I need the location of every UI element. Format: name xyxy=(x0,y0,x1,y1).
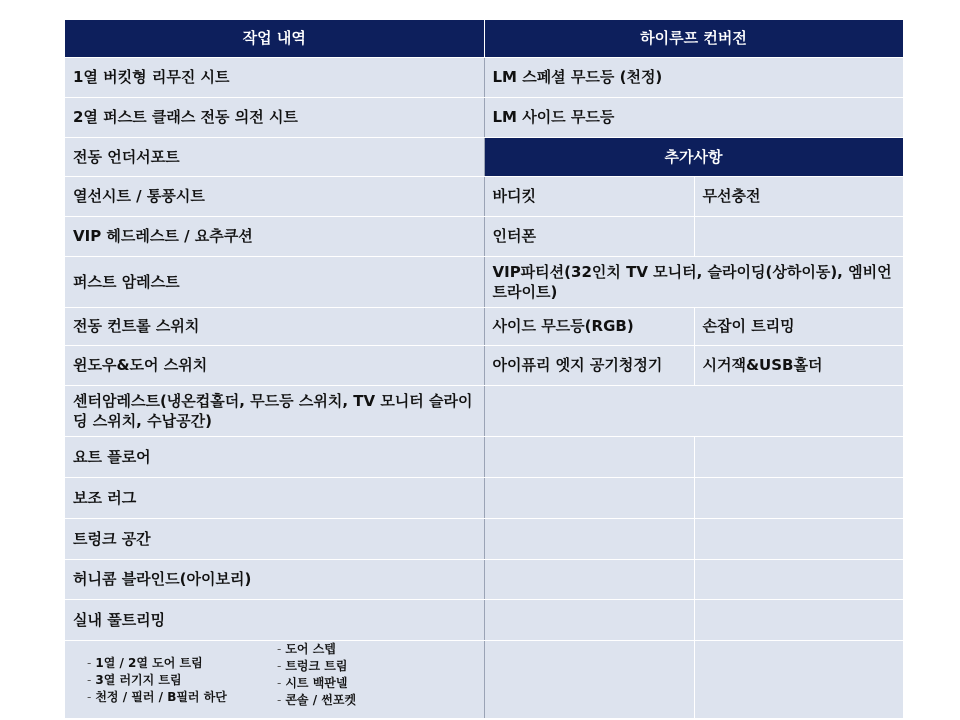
work-item: 요트 플로어 xyxy=(65,436,484,477)
empty-cell xyxy=(694,559,903,599)
empty-cell xyxy=(694,518,903,559)
trim-item: - 시트 백판넬 xyxy=(277,675,348,690)
work-item: VIP 헤드레스트 / 요추쿠션 xyxy=(65,216,484,256)
extra-item: 사이드 무드등(RGB) xyxy=(484,307,694,345)
empty-cell xyxy=(484,640,694,718)
work-item: 2열 퍼스트 클래스 전동 의전 시트 xyxy=(65,97,484,137)
work-item: 트렁크 공간 xyxy=(65,518,484,559)
work-item: 실내 풀트리밍 xyxy=(65,599,484,640)
empty-cell xyxy=(694,599,903,640)
trim-detail-cell xyxy=(65,640,484,718)
work-item: 센터암레스트(냉온컵홀더, 무드등 스위치, TV 모니터 슬라이딩 스위치, 수납공간) xyxy=(65,385,484,436)
trim-item: - 3열 러기지 트림 xyxy=(87,672,182,687)
work-item: 보조 러그 xyxy=(65,477,484,518)
trim-column-right xyxy=(277,641,427,709)
trim-item: - 천정 / 필러 / B필러 하단 xyxy=(87,689,227,704)
header-convert: 하이루프 컨버전 xyxy=(484,20,903,57)
empty-cell xyxy=(484,518,694,559)
extra-item-empty xyxy=(694,216,903,256)
work-item: 퍼스트 암레스트 xyxy=(65,256,484,307)
extra-item: 무선충전 xyxy=(694,176,903,216)
trim-column-left xyxy=(87,655,277,709)
extra-item: 손잡이 트리밍 xyxy=(694,307,903,345)
work-item: 전동 언더서포트 xyxy=(65,137,484,176)
empty-cell xyxy=(694,477,903,518)
empty-cell xyxy=(484,559,694,599)
header-work: 작업 내역 xyxy=(65,20,484,57)
empty-cell xyxy=(694,436,903,477)
extra-item-partition: VIP파티션(32인치 TV 모니터, 슬라이딩(상하이동), 엠비언트라이트) xyxy=(484,256,903,307)
convert-item: LM 스페셜 무드등 (천정) xyxy=(484,57,903,97)
trim-item: - 콘솔 / 썬포켓 xyxy=(277,692,357,707)
empty-cell xyxy=(484,385,903,436)
empty-cell xyxy=(484,477,694,518)
trim-item: - 트렁크 트림 xyxy=(277,658,348,673)
work-item: 윈도우&도어 스위치 xyxy=(65,345,484,385)
empty-cell xyxy=(484,436,694,477)
header-extra: 추가사항 xyxy=(484,137,903,176)
convert-item: LM 사이드 무드등 xyxy=(484,97,903,137)
work-item: 허니콤 블라인드(아이보리) xyxy=(65,559,484,599)
spec-table xyxy=(65,20,904,719)
work-item: 전동 컨트롤 스위치 xyxy=(65,307,484,345)
extra-item: 시거잭&USB홀더 xyxy=(694,345,903,385)
trim-item: - 1열 / 2열 도어 트림 xyxy=(87,655,203,670)
trim-item: - 도어 스텝 xyxy=(277,641,336,656)
empty-cell xyxy=(694,640,903,718)
trim-detail-list xyxy=(73,641,476,709)
extra-item: 아이퓨리 엣지 공기청정기 xyxy=(484,345,694,385)
extra-item: 바디킷 xyxy=(484,176,694,216)
empty-cell xyxy=(484,599,694,640)
work-item: 열선시트 / 통풍시트 xyxy=(65,176,484,216)
work-item: 1열 버킷형 리무진 시트 xyxy=(65,57,484,97)
extra-item: 인터폰 xyxy=(484,216,694,256)
